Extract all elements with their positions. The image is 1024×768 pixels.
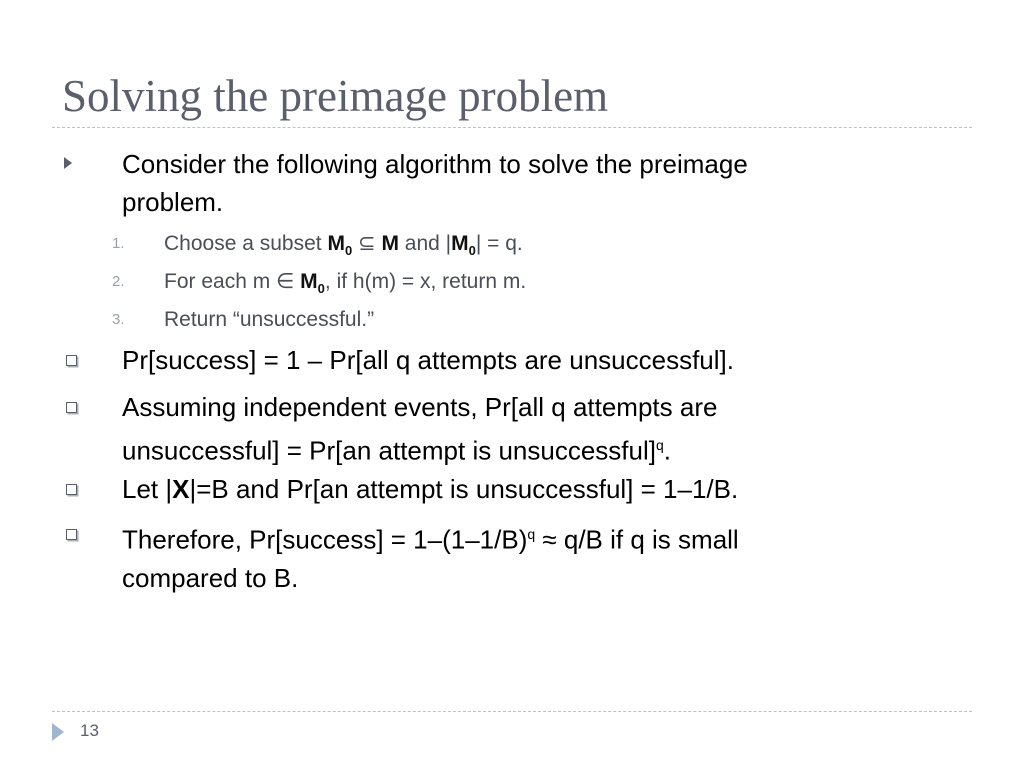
- square-bullet-icon: [66, 355, 77, 366]
- step-number-3: 3.: [112, 311, 125, 328]
- point-4-line-2: compared to B.: [122, 562, 299, 593]
- square-bullet-icon: [66, 529, 77, 540]
- footer-divider: [52, 711, 972, 712]
- step-1-op: ⊆: [352, 232, 382, 255]
- step-2-sub: 0: [317, 281, 325, 297]
- point-4-pre: Therefore, Pr[success] = 1–(1–1/B): [122, 524, 528, 555]
- step-number-2: 2.: [112, 273, 125, 290]
- footer-arrow-icon: [52, 723, 64, 741]
- point-3-pre: Let |: [122, 474, 173, 504]
- point-2-line-1: Assuming independent events, Pr[all q attempts are: [122, 392, 718, 422]
- step-1-pre: Choose a subset: [164, 232, 328, 255]
- arrow-bullet-icon: [64, 157, 72, 169]
- step-1-m: M: [381, 232, 399, 255]
- point-3-text: [122, 470, 922, 508]
- point-3-post: |=B and Pr[an attempt is unsuccessful] = 1–1/B.: [189, 474, 739, 504]
- point-4-sup: q: [527, 526, 536, 542]
- intro-text: [122, 145, 922, 221]
- step-3-text: Return “unsuccessful.”: [164, 308, 375, 331]
- step-2-post: , if h(m) = x, return m.: [324, 270, 527, 293]
- point-2-text: [122, 388, 922, 470]
- point-2-line-2: unsuccessful] = Pr[an attempt is unsuccessful]: [122, 435, 656, 466]
- step-1-sub: 0: [344, 243, 353, 259]
- title-divider: [52, 127, 972, 128]
- point-1-text: Pr[success] = 1 – Pr[all q attempts are unsuccessful].: [122, 345, 734, 375]
- step-1-m0: M: [327, 232, 345, 255]
- point-2-sup: q: [655, 437, 664, 453]
- step-2-pre: For each m ∈: [164, 270, 301, 293]
- page-number: 13: [80, 721, 99, 740]
- step-1-post: | = q.: [475, 232, 523, 255]
- point-4-post: ≈ q/B if q is small: [535, 524, 739, 555]
- square-bullet-icon: [66, 402, 77, 413]
- step-number-1: 1.: [112, 235, 125, 252]
- point-2-end: .: [663, 435, 672, 466]
- step-1-m0b: M: [451, 232, 469, 255]
- point-4-text: [122, 515, 922, 597]
- point-3-bold: X: [172, 474, 190, 504]
- intro-line-1: Consider the following algorithm to solve the preimage: [122, 149, 748, 179]
- step-1-mid: and |: [398, 232, 452, 255]
- step-2-m0: M: [300, 270, 318, 293]
- step-1-subb: 0: [468, 243, 476, 259]
- square-bullet-icon: [66, 484, 77, 495]
- slide-title: Solving the preimage problem: [62, 71, 609, 121]
- intro-line-2: problem.: [122, 187, 224, 217]
